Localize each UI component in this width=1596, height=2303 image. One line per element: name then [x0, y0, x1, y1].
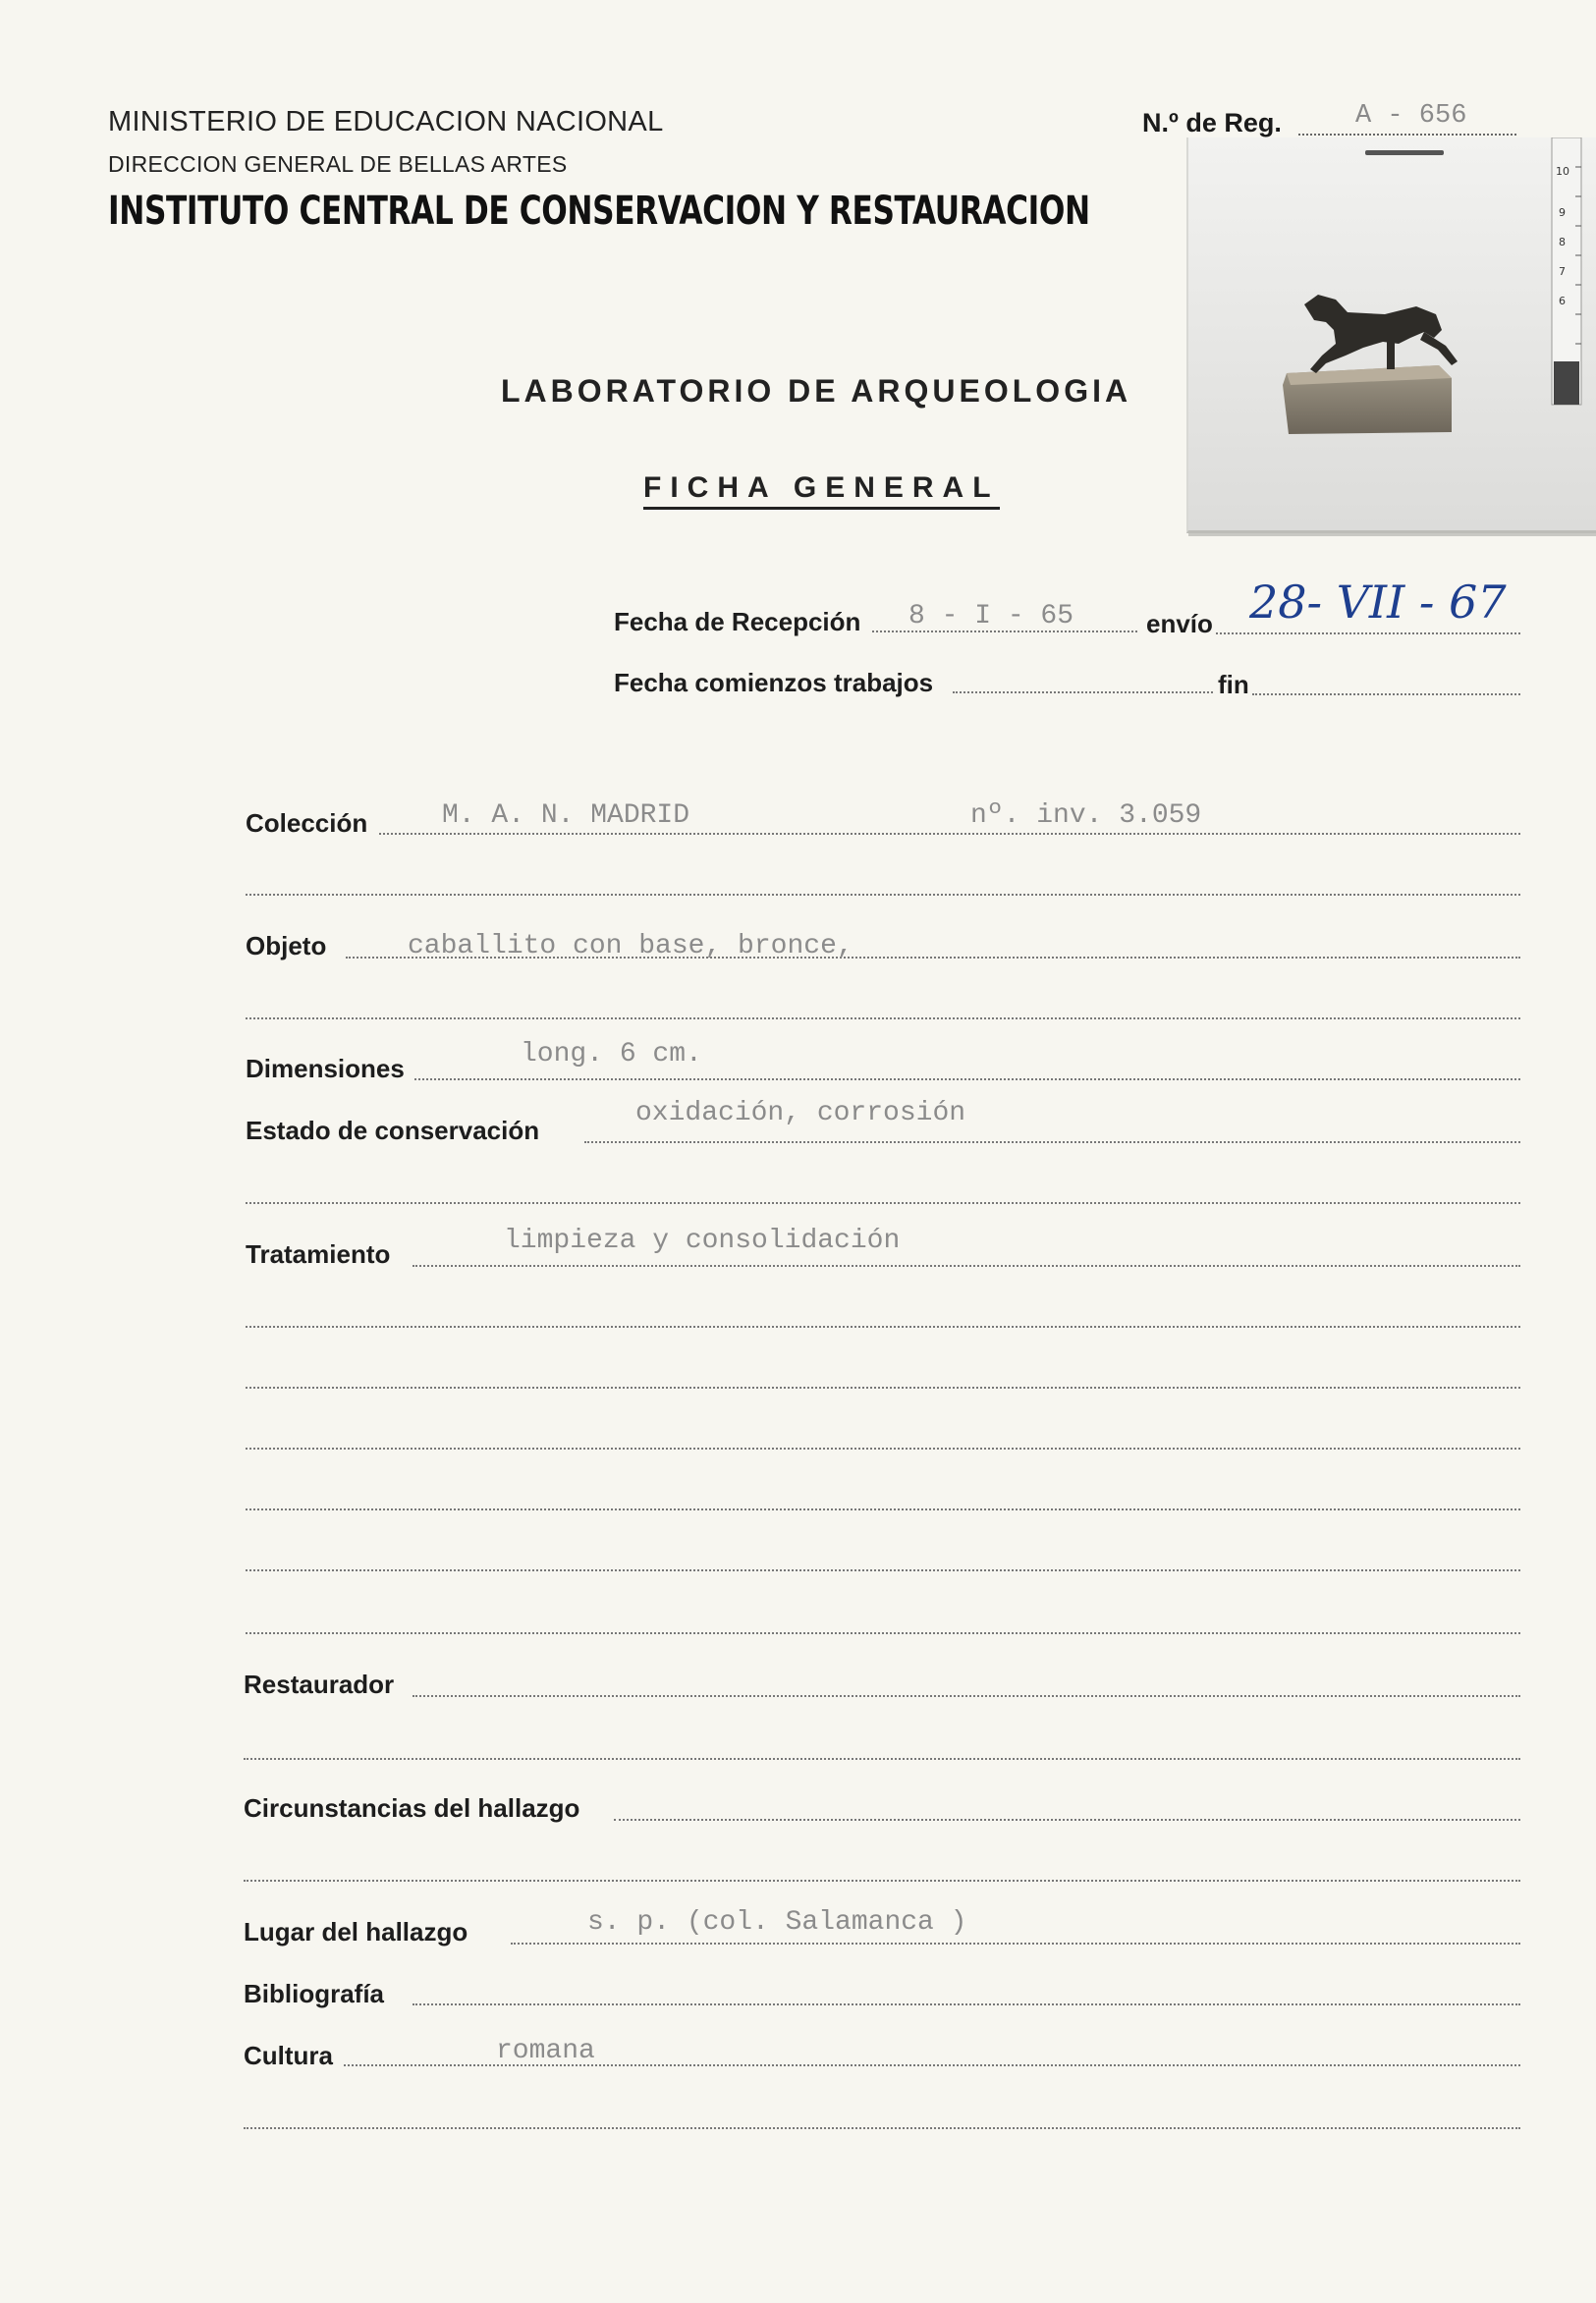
restorer-line: [413, 1695, 1520, 1697]
reception-date-value: 8 - I - 65: [908, 601, 1074, 631]
treatment-line: [413, 1265, 1520, 1267]
dimensions-label: Dimensiones: [246, 1054, 405, 1083]
find-circumstances-line: [614, 1819, 1520, 1821]
bibliography-line: [413, 2003, 1520, 2005]
treatment-value: limpieza y consolidación: [504, 1226, 901, 1256]
dimensions-line: [414, 1078, 1520, 1080]
object-photo: [1186, 137, 1596, 533]
scale-label-8: 8: [1559, 236, 1566, 248]
form-title: FICHA GENERAL: [643, 471, 1000, 510]
object-label: Objeto: [246, 931, 327, 960]
inventory-number-value: nº. inv. 3.059: [970, 800, 1202, 831]
treatment-label: Tratamiento: [246, 1239, 391, 1269]
find-circumstances-extra-line: [244, 1880, 1520, 1882]
condition-label: Estado de conservación: [246, 1116, 540, 1145]
collection-label: Colección: [246, 808, 368, 838]
institute-heading: INSTITUTO CENTRAL DE CONSERVACION Y RESTAURACION: [108, 189, 1090, 234]
sent-date-line: [1216, 632, 1520, 634]
end-date-label: fin: [1218, 670, 1249, 699]
sent-date-label: envío: [1146, 609, 1213, 638]
restorer-label: Restaurador: [244, 1670, 395, 1699]
sent-date-value: 28- VII - 67: [1249, 576, 1507, 629]
treatment-extra-line-2: [246, 1387, 1520, 1389]
condition-line: [584, 1141, 1520, 1143]
collection-extra-line: [246, 894, 1520, 896]
ministry-heading: MINISTERIO DE EDUCACION NACIONAL: [108, 106, 664, 137]
find-place-value: s. p. (col. Salamanca ): [587, 1907, 967, 1938]
collection-line: [379, 833, 1520, 835]
lab-title: LABORATORIO DE ARQUEOLOGIA: [501, 373, 1132, 409]
scale-label-7: 7: [1559, 265, 1566, 278]
condition-extra-line: [246, 1202, 1520, 1204]
scale-label-10: 10: [1556, 165, 1569, 178]
restorer-extra-line: [244, 1758, 1520, 1760]
culture-label: Cultura: [244, 2041, 333, 2070]
treatment-extra-line-6: [246, 1632, 1520, 1634]
treatment-extra-line-4: [246, 1508, 1520, 1510]
start-date-label: Fecha comienzos trabajos: [614, 668, 934, 697]
culture-value: romana: [496, 2036, 595, 2066]
find-place-line: [511, 1943, 1520, 1945]
start-date-line: [953, 691, 1213, 693]
dimensions-value: long. 6 cm.: [521, 1039, 702, 1069]
object-extra-line: [246, 1017, 1520, 1019]
find-place-label: Lugar del hallazgo: [244, 1917, 468, 1947]
object-value: caballito con base, bronce,: [408, 931, 853, 961]
reg-number-line: [1298, 134, 1516, 136]
reg-number-value: A - 656: [1355, 101, 1467, 131]
culture-extra-line: [244, 2127, 1520, 2129]
treatment-extra-line-3: [246, 1448, 1520, 1450]
scale-label-6: 6: [1559, 295, 1566, 307]
end-date-line: [1252, 693, 1520, 695]
treatment-extra-line-1: [246, 1326, 1520, 1328]
scale-label-9: 9: [1559, 206, 1566, 219]
find-circumstances-label: Circunstancias del hallazgo: [244, 1793, 580, 1823]
reg-number-label: N.º de Reg.: [1142, 108, 1282, 137]
collection-value: M. A. N. MADRID: [442, 800, 690, 831]
condition-value: oxidación, corrosión: [635, 1098, 966, 1128]
direction-heading: DIRECCION GENERAL DE BELLAS ARTES: [108, 151, 568, 177]
reception-date-label: Fecha de Recepción: [614, 607, 861, 636]
bronze-horse-figurine-icon: [1188, 137, 1596, 530]
treatment-extra-line-5: [246, 1569, 1520, 1571]
bibliography-label: Bibliografía: [244, 1979, 385, 2008]
